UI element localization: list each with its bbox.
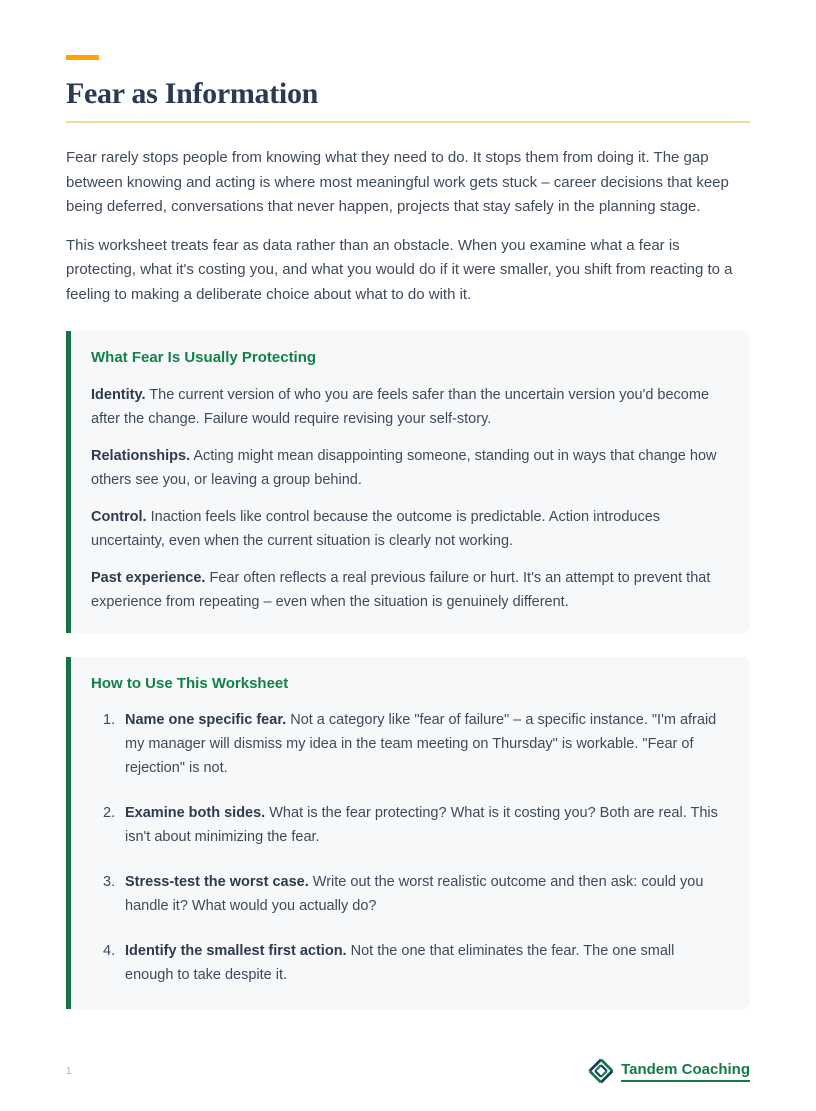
step-lead: Stress-test the worst case. [125, 874, 309, 890]
step-text: What is the fear protecting? What is it costing you? Both are real. This isn't about minimizing the fear. [125, 805, 718, 845]
page-content [0, 55, 816, 1009]
protecting-item-text: Acting might mean disappointing someone, standing out in ways that change how others see you, or leaving a group behind. [91, 447, 717, 488]
protecting-item-relationships [91, 444, 724, 492]
step-lead: Examine both sides. [125, 805, 266, 821]
worksheet-step-4 [125, 939, 724, 987]
document-page [0, 55, 816, 1111]
how-to-use-callout [66, 657, 750, 1010]
step-text: Not a category like "fear of failure" – a specific instance. "I'm afraid my manager will dismiss my idea in the team meeting on Thursday" is workable. "Fear of rejection" is not. [125, 712, 717, 776]
page-number: 1 [66, 1065, 72, 1077]
protecting-heading: What Fear Is Usually Protecting [91, 349, 317, 366]
step-text: Write out the worst realistic outcome and then ask: could you handle it? What would you actually do? [125, 874, 704, 914]
worksheet-steps-list [91, 708, 724, 987]
brand-logo [588, 1058, 750, 1084]
accent-bar [66, 55, 99, 60]
brand-name: Tandem Coaching [621, 1061, 750, 1082]
protecting-item-text: Fear often reflects a real previous failure or hurt. It's an attempt to prevent that experience from repeating – even when the situation is genuinely different. [91, 569, 711, 610]
protecting-item-control [91, 505, 724, 553]
protecting-item-identity [91, 383, 724, 431]
protecting-item-lead: Past experience. [91, 569, 206, 586]
intro-paragraph-1: Fear rarely stops people from knowing what they need to do. It stops them from doing it. The gap between knowing and acting is where most meaningful work gets stuck – career decisions that keep being deferred, conversations that never happen, projects that stay safely in the planning stage. [66, 149, 729, 215]
protecting-item-text: Inaction feels like control because the outcome is predictable. Action introduces uncertainty, even when the current situation is clearly not working. [91, 508, 661, 549]
protecting-item-lead: Identity. [91, 386, 146, 403]
page-footer [66, 1058, 750, 1084]
protecting-item-text: The current version of who you are feels safer than the uncertain version you'd become after the change. Failure would require revising your self-story. [91, 386, 710, 427]
protecting-callout [66, 331, 750, 633]
worksheet-step-1 [125, 708, 724, 780]
tandem-diamond-icon [588, 1058, 614, 1084]
worksheet-step-3 [125, 870, 724, 918]
how-to-use-heading: How to Use This Worksheet [91, 674, 289, 692]
protecting-item-lead: Relationships. [91, 447, 191, 464]
page-title: Fear as Information [66, 77, 319, 110]
intro-paragraph-2: This worksheet treats fear as data rather than an obstacle. When you examine what a fear is protecting, what it's costing you, and what you would do if it were smaller, you shift from reacting to a feeling to making a deliberate choice about what to do with it. [66, 236, 733, 303]
title-divider [66, 121, 750, 123]
step-text: Not the one that eliminates the fear. The one small enough to take despite it. [125, 943, 675, 983]
step-lead: Identify the smallest first action. [125, 943, 347, 959]
worksheet-step-2 [125, 801, 724, 849]
protecting-item-lead: Control. [91, 508, 147, 525]
step-lead: Name one specific fear. [125, 712, 287, 728]
protecting-item-past-experience [91, 566, 724, 614]
